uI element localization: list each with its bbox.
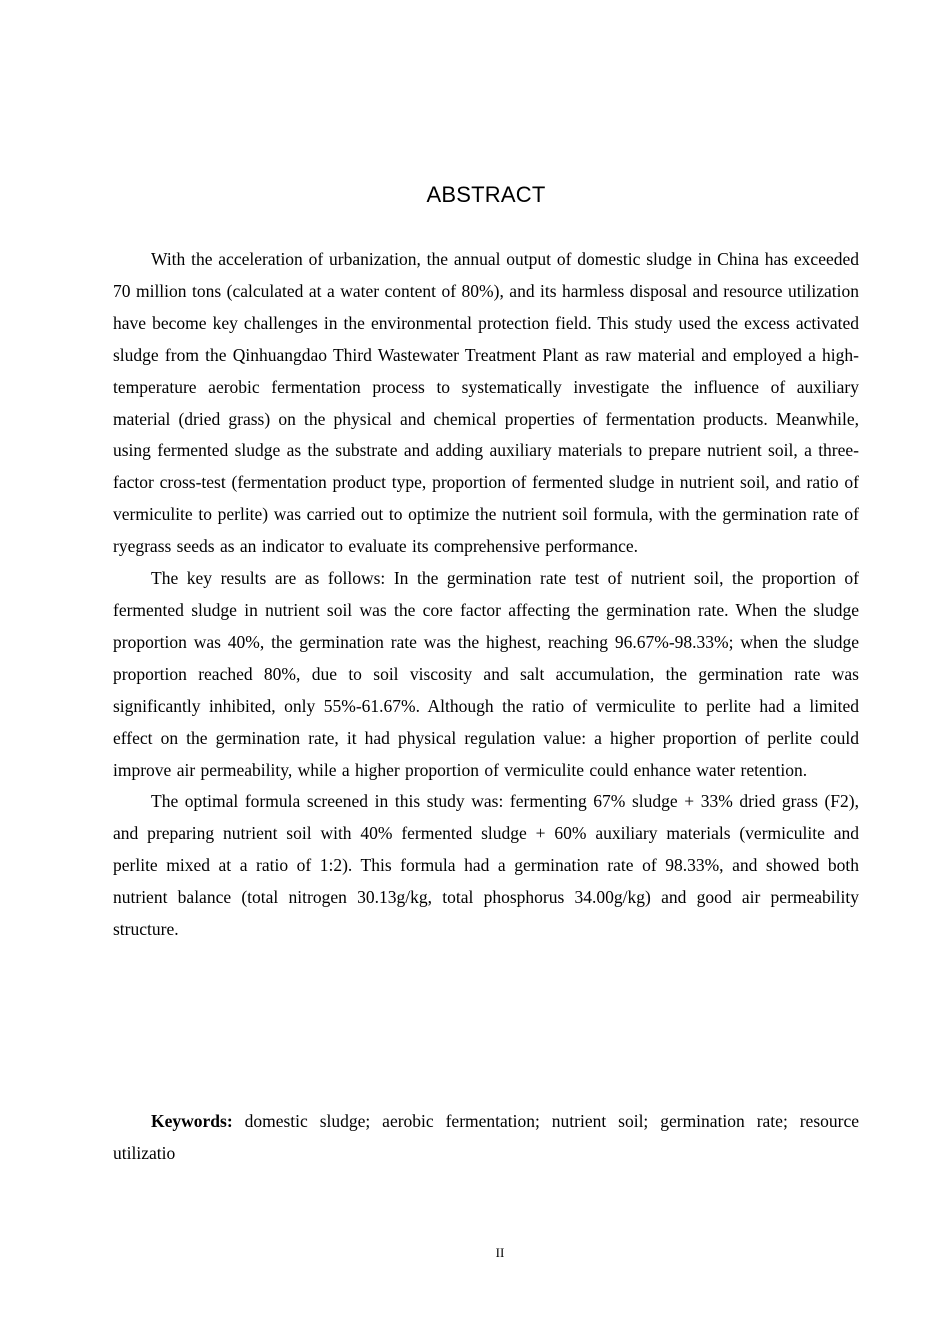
abstract-paragraph-3: The optimal formula screened in this study was: fermenting 67% sludge + 33% dried grass (F2), and preparing nutrient soil with 40% fermented sludge + 60% auxiliary materials (vermiculite and perlite mixed at a ratio of 1:2). This formula had a germination rate of 98.33%, and showed both nutrient balance (total nitrogen 30.13g/kg, total phosphorus 34.00g/kg) and good air permeability structure.	[113, 791, 859, 940]
abstract-title: ABSTRACT	[426, 182, 546, 207]
abstract-body	[113, 244, 859, 946]
keywords-label: Keywords:	[151, 1111, 233, 1131]
keywords-list: domestic sludge; aerobic fermentation; nutrient soil; germination rate; resource utilizatio	[113, 1111, 859, 1163]
abstract-paragraph-1: With the acceleration of urbanization, the annual output of domestic sludge in China has exceeded 70 million tons (calculated at a water content of 80%), and its harmless disposal and resource utilization have become key challenges in the environmental protection field. This study used the excess activated sludge from the Qinhuangdao Third Wastewater Treatment Plant as raw material and employed a high-temperature aerobic fermentation process to systematically investigate the influence of auxiliary material (dried grass) on the physical and chemical properties of fermentation products. Meanwhile, using fermented sludge as the substrate and adding auxiliary materials to prepare nutrient soil, a three-factor cross-test (fermentation product type, proportion of fermented sludge in nutrient soil, and ratio of vermiculite to perlite) was carried out to optimize the nutrient soil formula, with the germination rate of ryegrass seeds as an indicator to evaluate its comprehensive performance.	[113, 249, 859, 557]
keywords-paragraph	[113, 1106, 859, 1170]
abstract-paragraph-2: The key results are as follows: In the germination rate test of nutrient soil, the proportion of fermented sludge in nutrient soil was the core factor affecting the germination rate. When the sludge proportion was 40%, the germination rate was the highest, reaching 96.67%-98.33%; when the sludge proportion reached 80%, due to soil viscosity and salt accumulation, the germination rate was significantly inhibited, only 55%-61.67%. Although the ratio of vermiculite to perlite had a limited effect on the germination rate, it had physical regulation value: a higher proportion of perlite could improve air permeability, while a higher proportion of vermiculite could enhance water retention.	[113, 568, 859, 780]
page-number: II	[495, 1245, 505, 1260]
